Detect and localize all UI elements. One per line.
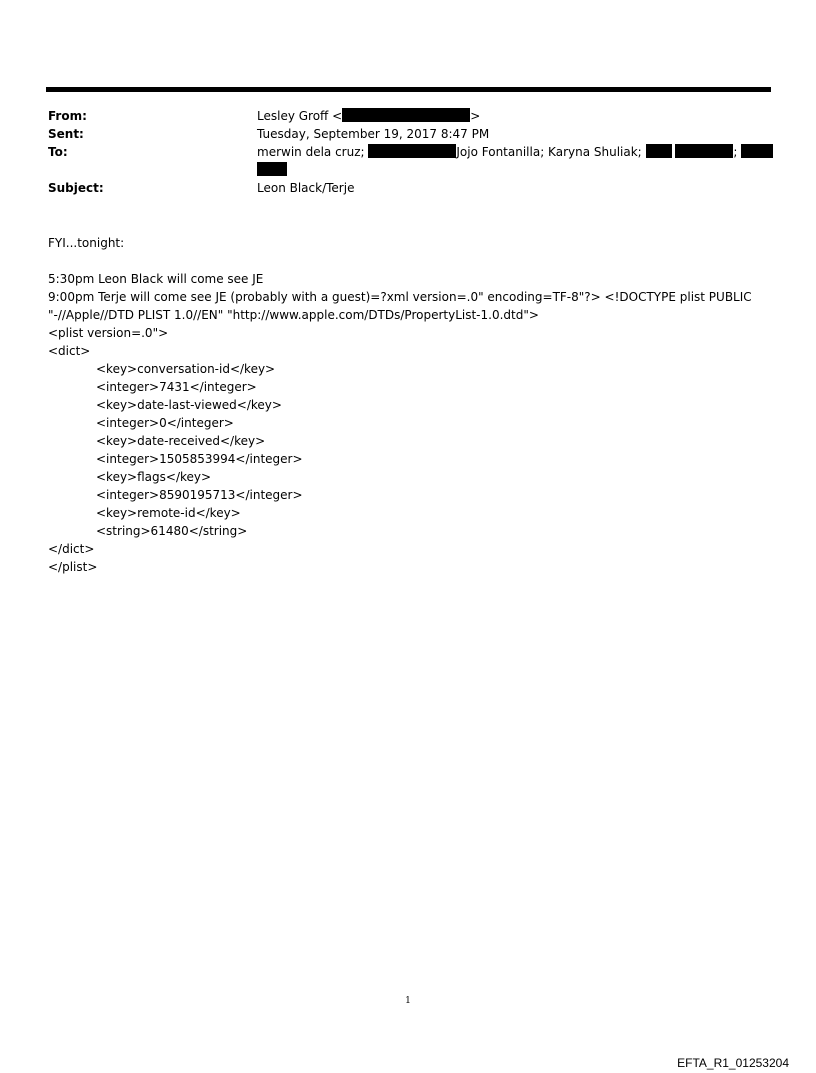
- from-name: Lesley Groff <: [257, 109, 343, 123]
- redacted-recipient: [646, 144, 672, 158]
- redacted-recipient: [257, 162, 287, 176]
- subject-value: Leon Black/Terje: [257, 181, 355, 195]
- document-id: EFTA_R1_01253204: [677, 1056, 789, 1070]
- plist-close: </plist>: [48, 560, 98, 574]
- body-line: 5:30pm Leon Black will come see JE: [48, 272, 264, 286]
- plist-entry: <integer>0</integer>: [96, 416, 234, 430]
- subject-label: Subject:: [48, 181, 104, 195]
- plist-entry: <string>61480</string>: [96, 524, 248, 538]
- redacted-recipient: [368, 144, 456, 158]
- to-recipient-1: merwin dela cruz;: [257, 145, 365, 159]
- to-label: To:: [48, 145, 68, 159]
- redacted-recipient: [741, 144, 773, 158]
- from-label: From:: [48, 109, 87, 123]
- greeting: FYI...tonight:: [48, 236, 125, 250]
- redacted-recipient: [675, 144, 733, 158]
- plist-entry: <integer>7431</integer>: [96, 380, 257, 394]
- from-row: [48, 108, 768, 126]
- dict-open: <dict>: [48, 344, 91, 358]
- body-line: 9:00pm Terje will come see JE (probably with a guest)=?xml version=.0" encoding=TF-8"?> <!DOCTYPE plist PUBLIC "-//Apple//DTD PLIST 1.0//EN" "http://www.apple.com/DTDs/PropertyList-1.0.dtd">: [48, 290, 752, 322]
- plist-entry: <key>date-received</key>: [96, 434, 266, 448]
- email-header: [48, 108, 768, 198]
- from-close: >: [470, 109, 481, 123]
- sent-label: Sent:: [48, 127, 84, 141]
- plist-entry: <key>flags</key>: [96, 470, 212, 484]
- sent-value: Tuesday, September 19, 2017 8:47 PM: [257, 127, 490, 141]
- header-divider: [46, 87, 771, 92]
- sent-row: [48, 126, 768, 144]
- plist-entry: <integer>1505853994</integer>: [96, 452, 303, 466]
- to-separator: ;: [733, 145, 738, 159]
- plist-entry: <key>date-last-viewed</key>: [96, 398, 282, 412]
- redacted-email: [342, 108, 470, 122]
- plist-entry: <integer>8590195713</integer>: [96, 488, 303, 502]
- plist-entry: <key>conversation-id</key>: [96, 362, 276, 376]
- to-row: [48, 144, 768, 180]
- from-value: [257, 108, 480, 126]
- to-value: [257, 144, 773, 179]
- subject-row: [48, 180, 768, 198]
- plist-open: <plist version=.0">: [48, 326, 169, 340]
- to-recipients-2: Jojo Fontanilla; Karyna Shuliak;: [456, 145, 642, 159]
- email-body: [48, 234, 768, 576]
- page-number: 1: [405, 996, 411, 1006]
- plist-entry: <key>remote-id</key>: [96, 506, 241, 520]
- dict-close: </dict>: [48, 542, 95, 556]
